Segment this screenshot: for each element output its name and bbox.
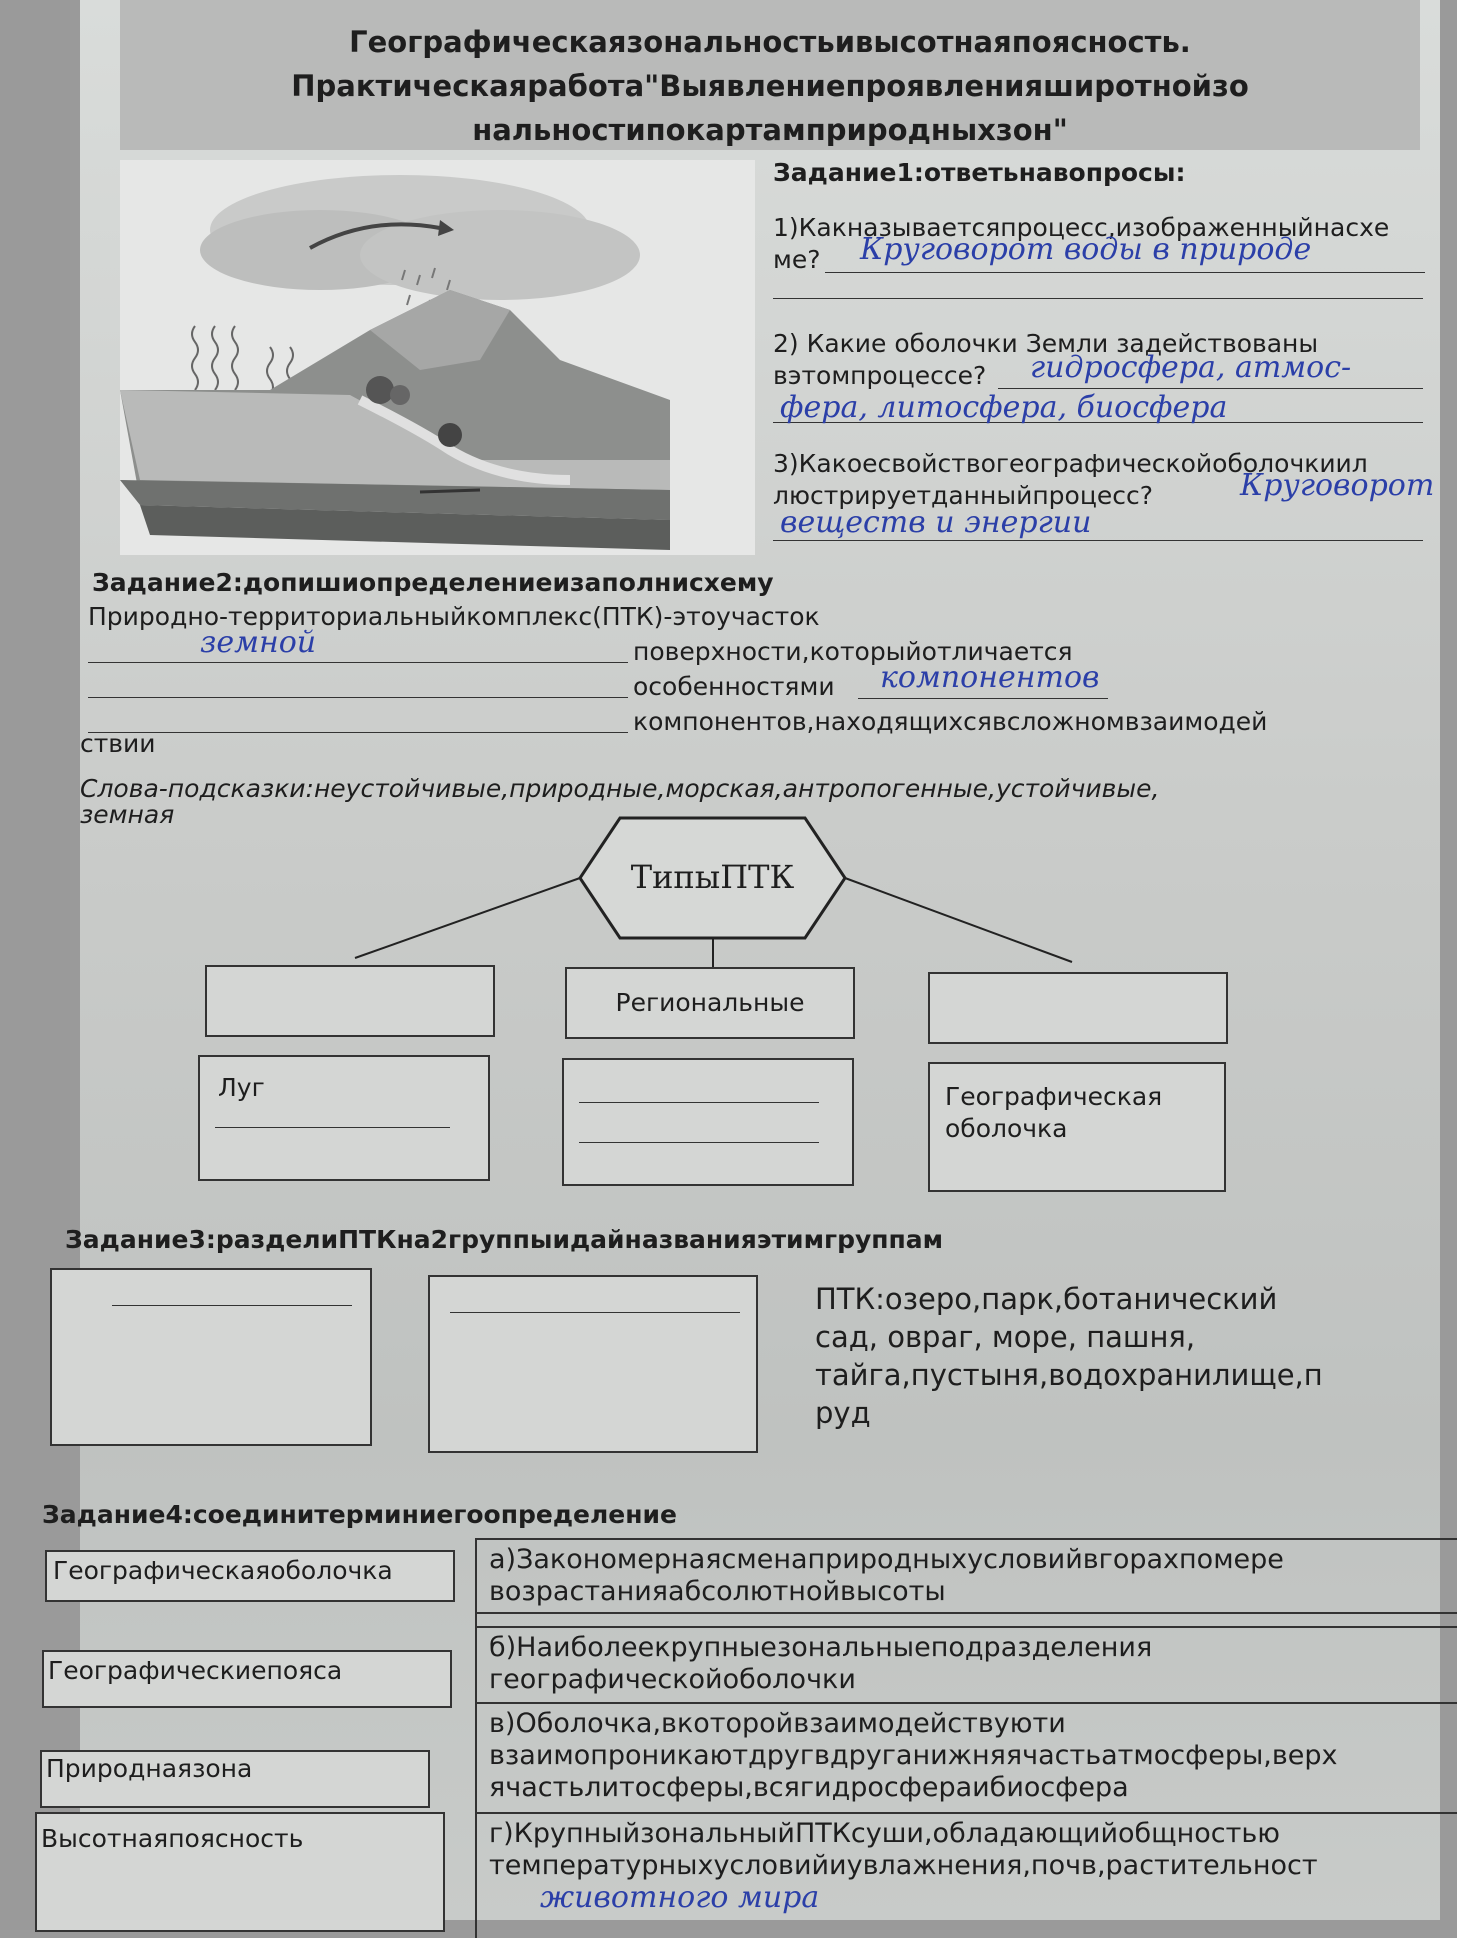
task4-def-c-line1: в)Оболочка,вкоторойвзаимодействуюти: [489, 1708, 1066, 1739]
scheme-middle-bottom-blank-2[interactable]: [579, 1142, 819, 1143]
scheme-box-top-right[interactable]: [928, 972, 1228, 1044]
task1-q1-line2-text: ме?: [773, 245, 821, 274]
task1-q3-answer-1: Круговорот: [1240, 468, 1435, 503]
task1-q1-line1: 1)Какназываетсяпроцесс,изображенныйнасхе: [773, 213, 1390, 242]
task3-group-box-1[interactable]: [50, 1268, 372, 1446]
water-cycle-illustration: [120, 160, 755, 555]
scheme-left-bottom-blank[interactable]: [215, 1127, 450, 1128]
scheme-box-bottom-middle: [562, 1058, 854, 1186]
header-line-1: Географическаязональностьивысотнаяпоясность.: [349, 25, 1191, 59]
scheme-middle-bottom-blank-1[interactable]: [579, 1102, 819, 1103]
task4-def-a-line2: возрастанияабсолютнойвысоты: [489, 1576, 946, 1607]
task1-q2-answer-2: фера, литосфера, биосфера: [780, 390, 1228, 425]
task4-def-d-line1: г)КрупныйзональныйПТКсуши,обладающийобщностью: [489, 1818, 1280, 1849]
task2-line3: [633, 672, 835, 702]
scheme-left-bottom-label: Луг: [218, 1073, 265, 1102]
task3-list-line4: руд: [815, 1396, 871, 1430]
task4-handwritten-answer: животного мира: [540, 1880, 820, 1915]
scheme-box-bottom-left: [198, 1055, 490, 1181]
task2-blank-1[interactable]: [88, 640, 628, 663]
task4-def-c-line3: ячастьлитосферы,всягидросфераибиосфера: [489, 1772, 1129, 1803]
task4-def-a[interactable]: [477, 1538, 1457, 1614]
task4-def-d-line2: температурныхусловийиувлажнения,почв,растительност: [489, 1850, 1318, 1881]
task1-q1-extra-line[interactable]: [773, 278, 1423, 299]
header-line-2: Практическаяработа"Выявлениепроявленияширотнойзо: [291, 69, 1249, 103]
task2-blank-4[interactable]: [88, 710, 628, 733]
task1-q3-line1: 3)Какоесвойствогеографическойоболочкиил: [773, 449, 1368, 478]
task1-q2-line2: вэтомпроцессе?: [773, 361, 987, 390]
task2-blank-2[interactable]: [88, 675, 628, 698]
task3-group-2-name-blank[interactable]: [450, 1312, 740, 1313]
task1-q1-answer: Круговорот воды в природе: [860, 232, 1312, 267]
task4-title: Задание4:соединитерминиегоопределение: [42, 1500, 678, 1529]
task2-line1: Природно-территориальныйкомплекс(ПТК)-этоучасток: [88, 602, 820, 631]
task4-def-c-line2: взаимопроникаютдругвдруганижняячастьатмосферы,верх: [489, 1740, 1338, 1771]
worksheet-header: [120, 0, 1420, 150]
scheme-center-label: ТипыПТК: [630, 858, 795, 896]
task4-term-3[interactable]: Природнаязона: [40, 1750, 430, 1808]
scheme-box-bottom-right: [928, 1062, 1226, 1192]
task2-hints-line1: Слова-подсказки:неустойчивые,природные,морская,антропогенные,устойчивые,: [80, 774, 1160, 803]
task3-ptk-list: [815, 1280, 1323, 1432]
task4-definitions-table: [475, 1538, 1457, 1938]
task1-q2-line1: 2) Какие оболочки Земли задействованы: [773, 329, 1319, 358]
task2-hints-line2: земная: [80, 800, 175, 829]
task3-list-line3: тайга,пустыня,водохранилище,п: [815, 1358, 1323, 1392]
task2-answer-1: земной: [200, 625, 317, 660]
task3-list-line1: ПТК:озеро,парк,ботанический: [815, 1282, 1278, 1316]
scheme-box-top-left[interactable]: [205, 965, 495, 1037]
task2-answer-2: компонентов: [880, 660, 1100, 695]
task3-title: Задание3:разделиПТКна2группыидайназванияэтимгруппам: [65, 1225, 944, 1254]
task4-def-c[interactable]: [477, 1704, 1457, 1814]
scheme-box-top-middle: [565, 967, 855, 1039]
task4-def-a-line1: а)Закономернаясменаприродныхусловийвгорахпомере: [489, 1544, 1284, 1575]
scheme-right-bottom-label-1: Географическая: [945, 1082, 1163, 1111]
scheme-right-bottom-label-2: оболочка: [945, 1114, 1068, 1143]
worksheet-page: [41, 0, 1440, 1920]
task4-term-4[interactable]: Высотнаяпоясность: [35, 1812, 445, 1932]
task2-line2-tail: поверхности,которыйотличается: [633, 637, 1073, 666]
task1-q2-answer-1: гидросфера, атмос-: [1030, 350, 1352, 385]
task1-q3-line2: люстрируетданныйпроцесс?: [773, 481, 1154, 510]
water-cycle-drawing: [120, 160, 755, 555]
task2-line3-text: особенностями: [633, 672, 835, 701]
task3-group-box-2[interactable]: [428, 1275, 758, 1453]
task3-group-1-name-blank[interactable]: [112, 1305, 352, 1306]
scheme-middle-label: Региональные: [615, 988, 805, 1017]
task4-def-b-line1: б)Наиболеекрупныезональныеподразделения: [489, 1632, 1153, 1663]
task1-title: Задание1:ответьнавопросы:: [773, 158, 1186, 187]
task2-title: Задание2:допишиопределениеизаполнисхему: [92, 568, 774, 597]
task2-line5: ствии: [80, 729, 156, 758]
header-line-3: нальностипокартамприродныхзон": [472, 113, 1068, 147]
task2-line4-tail: компонентов,находящихсявсложномвзаимодей: [633, 707, 1268, 736]
task4-def-b-line2: географическойоболочки: [489, 1664, 856, 1695]
task4-def-b[interactable]: [477, 1626, 1457, 1704]
task4-term-1[interactable]: Географическаяоболочка: [45, 1550, 455, 1602]
task3-list-line2: сад, овраг, море, пашня,: [815, 1320, 1196, 1354]
task4-term-2[interactable]: Географическиепояса: [42, 1650, 452, 1708]
task1-q3-answer-2: веществ и энергии: [780, 505, 1092, 540]
